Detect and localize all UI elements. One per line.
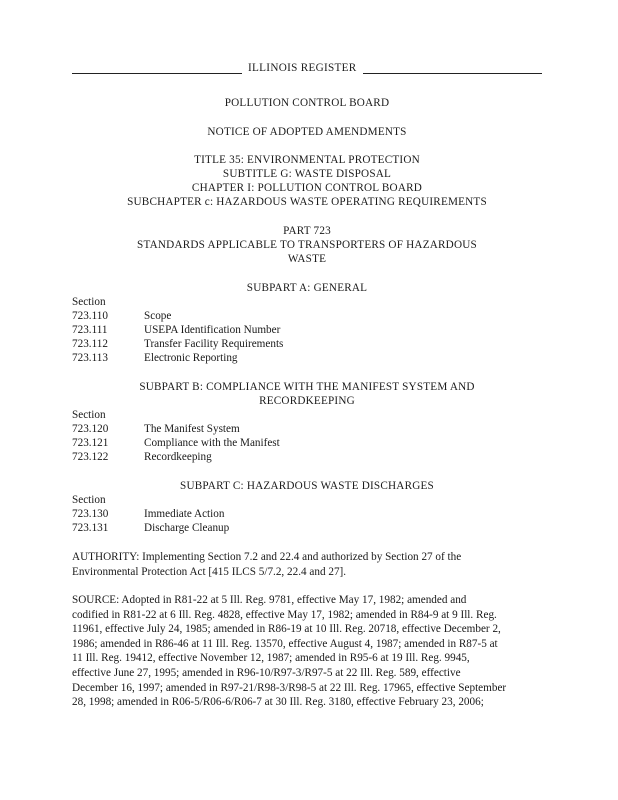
- source-note: [72, 593, 534, 710]
- section-title: Scope: [144, 310, 172, 322]
- section-number: 723.120: [72, 423, 109, 435]
- section-number: 723.111: [72, 324, 108, 336]
- subpart-c-heading: SUBPART C: HAZARDOUS WASTE DISCHARGES: [180, 480, 434, 492]
- toc-row: [72, 309, 542, 323]
- section-title: Transfer Facility Requirements: [144, 338, 284, 350]
- toc-row: [72, 507, 542, 521]
- section-title: USEPA Identification Number: [144, 324, 281, 336]
- part-name-line2: WASTE: [287, 253, 327, 265]
- subpart-a-heading: SUBPART A: GENERAL: [246, 282, 368, 294]
- board-name: POLLUTION CONTROL BOARD: [224, 97, 390, 109]
- source-line: SOURCE: Adopted in R81-22 at 5 Ill. Reg. 9781, effective May 17, 1982; amended and: [72, 594, 467, 606]
- section-number: 723.122: [72, 451, 109, 463]
- toc-row: [72, 351, 542, 365]
- section-title: Recordkeeping: [144, 451, 212, 463]
- authority-line: AUTHORITY: Implementing Section 7.2 and 22.4 and authorized by Section 27 of the: [72, 551, 462, 563]
- section-number: 723.131: [72, 522, 109, 534]
- source-line: 1986; amended in R86-46 at 11 Ill. Reg. 13570, effective August 4, 1987; amended in R87-5 at: [72, 637, 498, 650]
- part-name-line1: STANDARDS APPLICABLE TO TRANSPORTERS OF HAZARDOUS: [137, 239, 477, 251]
- section-number: 723.112: [72, 338, 108, 350]
- section-label: Section: [72, 409, 106, 421]
- section-title: Discharge Cleanup: [144, 522, 230, 534]
- notice-title: NOTICE OF ADOPTED AMENDMENTS: [207, 126, 407, 138]
- toc-row: [72, 521, 542, 535]
- source-line: December 16, 1997; amended in R97-21/R98-3/R98-5 at 22 Ill. Reg. 17965, effective September: [72, 681, 507, 694]
- title-line: TITLE 35: ENVIRONMENTAL PROTECTION: [194, 154, 420, 166]
- section-title: Immediate Action: [144, 508, 225, 520]
- source-line: 11961, effective July 24, 1985; amended in R86-19 at 10 Ill. Reg. 20718, effective December 2,: [72, 623, 501, 636]
- subpart-b-heading: SUBPART B: COMPLIANCE WITH THE MANIFEST SYSTEM AND: [139, 381, 475, 393]
- chapter-line: CHAPTER I: POLLUTION CONTROL BOARD: [191, 182, 423, 194]
- section-number: 723.121: [72, 437, 109, 449]
- source-line: 11 Ill. Reg. 19412, effective November 12, 1987; amended in R95-6 at 19 Ill. Reg. 9945,: [72, 652, 470, 665]
- toc-row: [72, 422, 542, 436]
- authority-note: [72, 550, 534, 579]
- subtitle-line: SUBTITLE G: WASTE DISPOSAL: [222, 168, 392, 180]
- section-number: 723.110: [72, 310, 108, 322]
- source-line: effective June 27, 1995; amended in R96-10/R97-3/R97-5 at 22 Ill. Reg. 589, effective: [72, 666, 461, 679]
- section-number: 723.113: [72, 352, 108, 364]
- register-header: ILLINOIS REGISTER: [242, 61, 363, 76]
- toc-row: [72, 323, 542, 337]
- section-title: The Manifest System: [144, 423, 240, 435]
- subpart-b-heading-line2: RECORDKEEPING: [259, 395, 355, 407]
- source-line: 28, 1998; amended in R06-5/R06-6/R06-7 at 30 Ill. Reg. 3180, effective February 23, 2006;: [72, 696, 484, 709]
- toc-row: [72, 436, 542, 450]
- section-label: Section: [72, 494, 106, 506]
- part-number: PART 723: [283, 225, 331, 237]
- toc-row: [72, 450, 542, 464]
- authority-line: Environmental Protection Act [415 ILCS 5/7.2, 22.4 and 27].: [72, 565, 347, 578]
- subchapter-line: SUBCHAPTER c: HAZARDOUS WASTE OPERATING REQUIREMENTS: [127, 196, 487, 208]
- section-title: Electronic Reporting: [144, 352, 238, 364]
- section-number: 723.130: [72, 508, 109, 520]
- source-line: codified in R81-22 at 6 Ill. Reg. 4828, effective May 17, 1982; amended in R84-9 at 9 Ill. Reg.: [72, 608, 497, 621]
- section-label: Section: [72, 296, 106, 308]
- toc-row: [72, 337, 542, 351]
- section-title: Compliance with the Manifest: [144, 437, 280, 449]
